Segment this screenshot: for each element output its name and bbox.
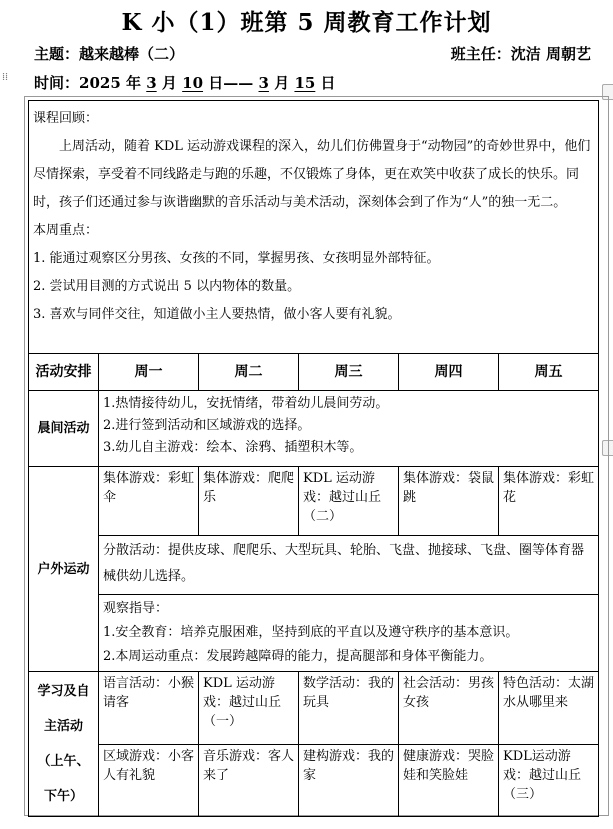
day-header: 周五 — [499, 354, 599, 391]
observation-item: 1.安全教育：培养克服困难，坚持到底的平直以及遵守秩序的基本意识。 — [103, 625, 519, 640]
date-dash: —— — [223, 74, 254, 92]
morning-row — [29, 391, 599, 467]
day-header: 周四 — [399, 354, 499, 391]
study-activity: 社会活动：男孩女孩 — [399, 672, 499, 745]
review-heading: 课程回顾： — [33, 111, 99, 126]
theme-line — [34, 43, 184, 64]
focus-heading: 本周重点： — [33, 223, 99, 238]
day-header: 周三 — [299, 354, 399, 391]
outdoor-dispersed-row — [29, 536, 599, 595]
outdoor-group-game: 集体游戏：彩虹伞 — [99, 467, 199, 536]
morning-item: 3.幼儿自主游戏：绘本、涂鸦、插塑积木等。 — [103, 440, 363, 455]
study-activity: KDL运动游戏：越过山丘（三） — [499, 744, 599, 817]
outdoor-group-game: 集体游戏：爬爬乐 — [199, 467, 299, 536]
day-header: 周二 — [199, 354, 299, 391]
review-cell — [29, 101, 599, 354]
review-paragraph: 上周活动，随着 KDL 运动游戏课程的深入，幼儿们仿佛置身于“动物园”的奇妙世界中，他们尽情探索，享受着不同线路走与跑的乐趣，不仅锻炼了身体，更在欢笑中收获了成长的快乐。同时，孩子们还通过参与诙谐幽默的音乐活动与美术活动，深刻体会到了作为“人”的独一无二。 — [33, 139, 591, 210]
morning-content — [99, 391, 599, 467]
study-activity: 健康游戏：哭脸娃和笑脸娃 — [399, 744, 499, 817]
start-day-label: 日 — [208, 74, 224, 92]
study-activity: 数学活动：我的玩具 — [299, 672, 399, 745]
page-title: K 小（1）班第 5 周教育工作计划 — [121, 9, 492, 36]
start-month-label: 月 — [161, 74, 177, 92]
outdoor-group-row — [29, 467, 599, 536]
teacher-label: 班主任： — [450, 45, 511, 63]
study-row-2 — [29, 744, 599, 817]
outdoor-dispersed: 分散活动：提供皮球、爬爬乐、大型玩具、轮胎、飞盘、抛接球、飞盘、圈等体育器械供幼儿选择。 — [99, 536, 599, 595]
study-activity: 语言活动：小猴请客 — [99, 672, 199, 745]
focus-item: 2. 尝试用目测的方式说出 5 以内物体的数量。 — [33, 279, 301, 294]
plan-table — [28, 100, 599, 817]
outdoor-observation-row — [29, 595, 599, 672]
schedule-header-label: 活动安排 — [29, 354, 99, 391]
observation-content — [99, 595, 599, 672]
study-activity: 建构游戏：我的家 — [299, 744, 399, 817]
study-activity: 特色活动：太湖水从哪里来 — [499, 672, 599, 745]
morning-item: 2.进行签到活动和区域游戏的选择。 — [103, 418, 311, 433]
teacher-value: 沈洁 周朝艺 — [510, 45, 591, 63]
end-day-label: 日 — [320, 74, 336, 92]
end-day: 15 — [294, 74, 316, 92]
theme-value: 越来越棒（二） — [79, 45, 185, 63]
teacher-line — [451, 43, 591, 64]
time-year: 2025 年 — [79, 74, 141, 92]
outdoor-group-game: KDL 运动游戏：越过山丘（二） — [299, 467, 399, 536]
day-header: 周一 — [99, 354, 199, 391]
study-label: 学习及自主活动（上午、下午） — [29, 672, 99, 817]
outdoor-group-game: 集体游戏：袋鼠跳 — [399, 467, 499, 536]
start-day: 10 — [182, 74, 204, 92]
morning-label: 晨间活动 — [29, 391, 99, 467]
end-month-label: 月 — [274, 74, 290, 92]
study-activity: KDL 运动游戏：越过山丘（一） — [199, 672, 299, 745]
time-label: 时间： — [34, 74, 80, 92]
observation-heading: 观察指导： — [103, 601, 169, 616]
end-month: 3 — [258, 74, 269, 92]
date-line — [34, 72, 336, 93]
observation-item: 2.本周运动重点：发展跨越障碍的能力，提高腿部和身体平衡能力。 — [103, 649, 493, 664]
focus-item: 1. 能通过观察区分男孩、女孩的不同，掌握男孩、女孩明显外部特征。 — [33, 251, 440, 266]
morning-item: 1.热情接待幼儿，安抚情绪，带着幼儿晨间劳动。 — [103, 396, 389, 411]
theme-label: 主题： — [34, 45, 80, 63]
study-activity: 音乐游戏：客人来了 — [199, 744, 299, 817]
outdoor-group-game: 集体游戏：彩虹花 — [499, 467, 599, 536]
table-move-handle-icon[interactable]: ⁞⁞ — [2, 70, 9, 83]
outdoor-label: 户外运动 — [29, 467, 99, 672]
study-activity: 区域游戏：小客人有礼貌 — [99, 744, 199, 817]
study-row-1 — [29, 672, 599, 745]
focus-item: 3. 喜欢与同伴交往，知道做小主人要热情，做小客人要有礼貌。 — [33, 307, 401, 322]
start-month: 3 — [146, 74, 157, 92]
days-header-row — [29, 354, 599, 391]
